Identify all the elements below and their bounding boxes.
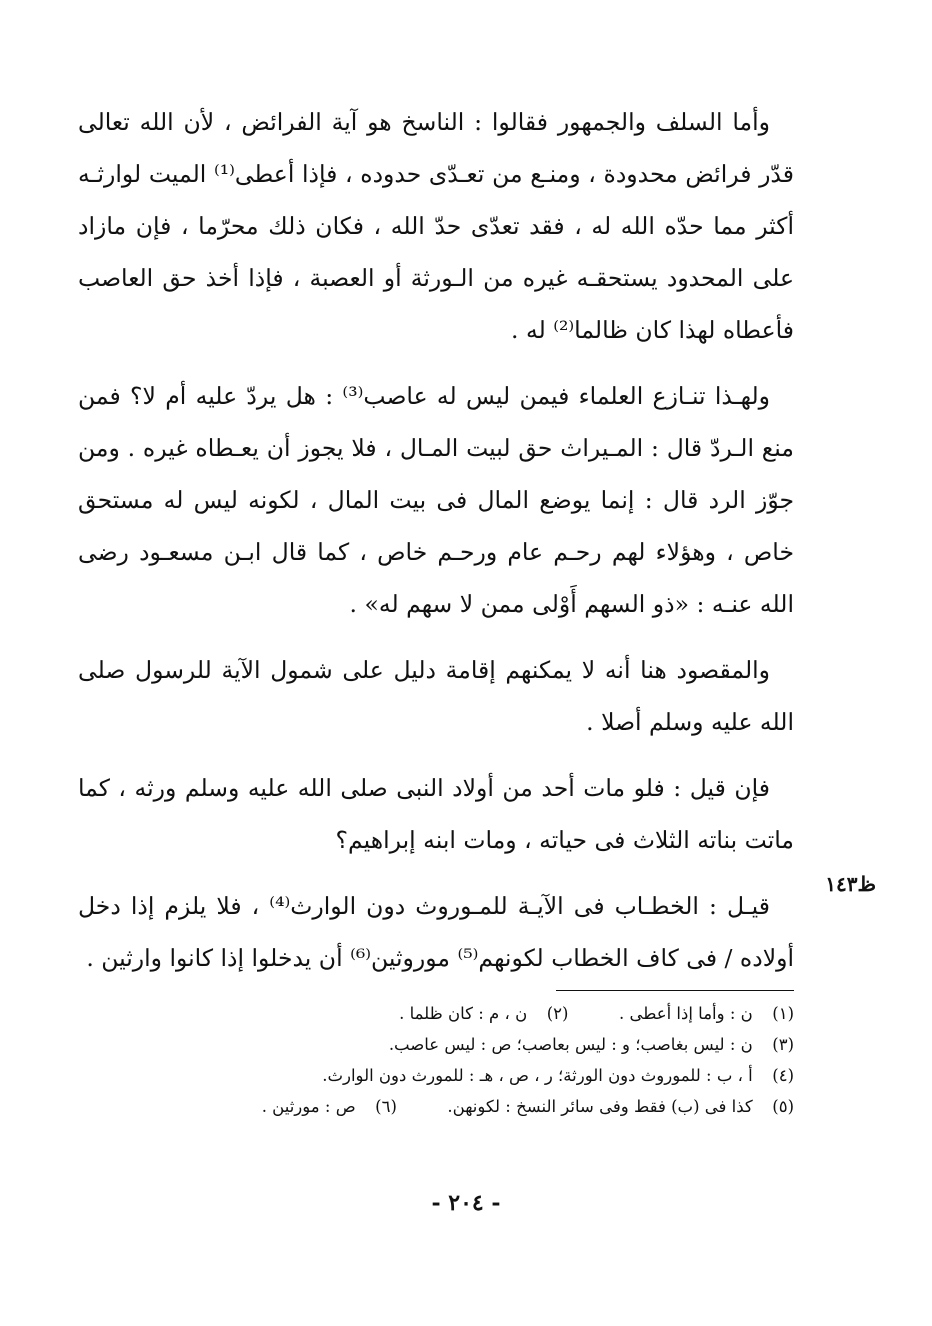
footnote-line-4 xyxy=(200,1091,794,1122)
footnote-text: ن : ليس بغاصب؛ و : ليس بعاصب؛ ص : ليس عاصب. xyxy=(388,1035,753,1054)
paragraph-4: فإن قيل : فلو مات أحد من أولاد النبى صلى الله عليه وسلم ورثه ، كما ماتت بناته الثلاث فى حياته ، ومات ابنه إبراهيم؟ xyxy=(78,774,794,854)
footnote-text: ص : مورثين . xyxy=(261,1097,356,1116)
footnote-divider xyxy=(556,990,794,991)
footnote-number: (٢) xyxy=(546,1004,569,1023)
footnote-text: كذا فى (ب) فقط وفى سائر النسخ : لكونهن. xyxy=(447,1097,753,1116)
footnote-text: أ ، ب : للموروث دون الورثة؛ ر ، ص ، هـ : للمورث دون الوارث. xyxy=(322,1066,753,1085)
paragraph-1: وأما السلف والجمهور فقالوا : الناسخ هو آية الفرائض ، لأن الله تعالى قدّر فرائض محدودة ، ومنـع من تعـدّى حدوده ، فإذا أعطى⁽¹⁾ الميت لوارثـه أكثر مما حدّه الله له ، فقد تعدّى حدّ الله ، فكان ذلك محرّما ، فإن مازاد على المحدود يستحقـه غيره من الـورثة أو العصبة ، فإذا أخذ حق العاصب فأعطاه لهذا كان ظالما⁽²⁾ له . xyxy=(78,108,795,344)
footnote-line-3 xyxy=(200,1060,794,1091)
footnote-number: (٥) xyxy=(772,1097,794,1116)
paragraph-5: قيـل : الخطـاب فى الآيـة للمـوروث دون الوارث⁽⁴⁾ ، فلا يلزم إذا دخل أولاده / فى كاف الخطاب لكونهم⁽⁵⁾ موروثين⁽⁶⁾ أن يدخلوا إذا كانوا وارثين . xyxy=(78,892,794,972)
body-text xyxy=(78,96,794,998)
footnote-number: (٣) xyxy=(772,1035,794,1054)
footnotes xyxy=(200,998,794,1122)
footnote-number: (٦) xyxy=(375,1097,397,1116)
footnote-text: ن : وأما إذا أعطى . xyxy=(618,1004,753,1023)
manuscript-folio-marker: ظ١٤٣ xyxy=(825,872,876,896)
footnote-text: ن ، م : كان ظلما . xyxy=(399,1004,528,1023)
footnote-line-2 xyxy=(200,1029,794,1060)
footnote-number: (١) xyxy=(772,1004,794,1023)
footnote-number: (٤) xyxy=(772,1066,794,1085)
paragraph-2: ولهـذا تنـازع العلماء فيمن ليس له عاصب⁽³⁾ : هل يردّ عليه أم لا؟ فمن منع الـردّ قال : المـيراث حق لبيت المـال ، فلا يجوز أن يعـطاه غيره . ومن جوّز الرد قال : إنما يوضع المال فى بيت المال ، لكونه ليس له مستحق خاص ، وهؤلاء لهم رحـم عام ورحـم خاص ، كما قال ابـن مسعـود رضى الله عنـه : «ذو السهم أَوْلى ممن لا سهم له» . xyxy=(78,382,794,618)
paragraph-3: والمقصود هنا أنه لا يمكنهم إقامة دليل على شمول الآية للرسول صلى الله عليه وسلم أصلا . xyxy=(78,656,794,736)
page-number: - ٢٠٤ - xyxy=(431,1190,501,1216)
footnote-line-1 xyxy=(200,998,794,1029)
